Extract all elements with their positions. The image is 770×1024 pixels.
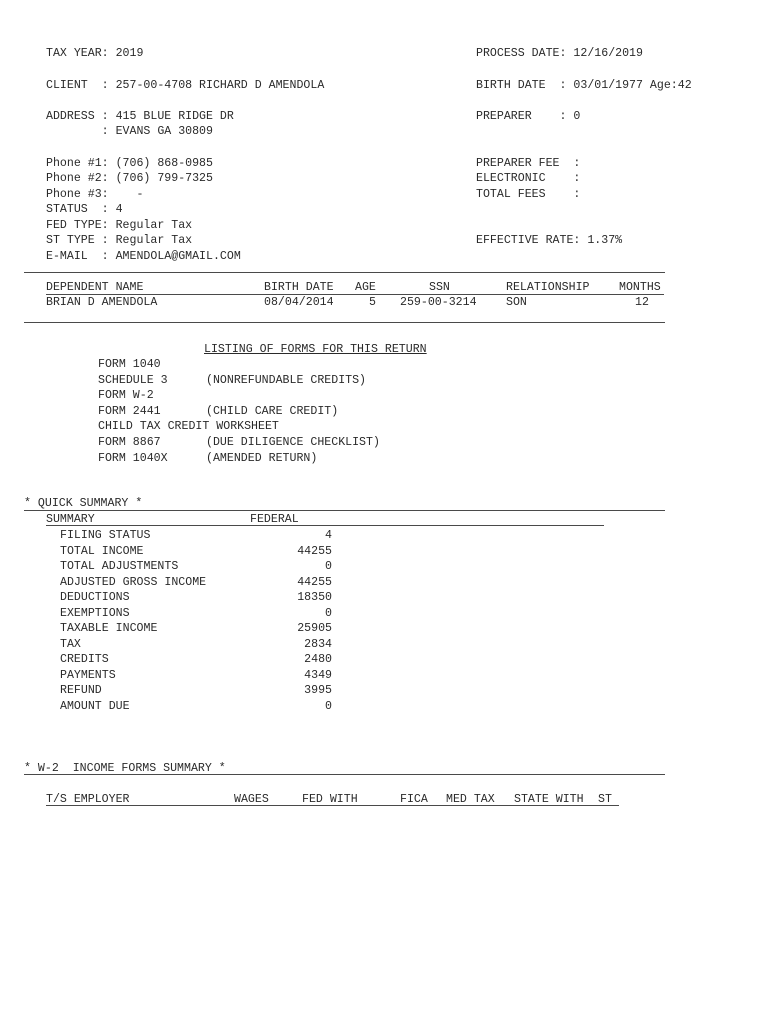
dependent-ssn-header: SSN — [429, 281, 450, 294]
form-description: (CHILD CARE CREDIT) — [206, 405, 339, 418]
status: STATUS : 4 — [46, 203, 123, 216]
form-item: FORM 1040X — [98, 452, 168, 465]
summary-label: TOTAL INCOME — [60, 545, 144, 558]
summary-label: TAX — [60, 638, 81, 651]
w2-fica-header: FICA — [400, 793, 428, 806]
summary-value: 2480 — [304, 653, 332, 666]
phone-1: Phone #1: (706) 868-0985 — [46, 157, 213, 170]
summary-value: 44255 — [297, 576, 332, 589]
form-item: FORM W-2 — [98, 389, 154, 402]
dependent-age: 5 — [369, 296, 376, 309]
fed-type: FED TYPE: Regular Tax — [46, 219, 193, 232]
dependent-birth-date-header: BIRTH DATE — [264, 281, 334, 294]
electronic-fee: ELECTRONIC : — [476, 172, 581, 185]
divider — [24, 510, 665, 511]
summary-value: 0 — [325, 560, 332, 573]
divider — [24, 774, 665, 775]
w2-st-header: ST — [598, 793, 612, 806]
dependent-birth-date: 08/04/2014 — [264, 296, 334, 309]
dependent-age-header: AGE — [355, 281, 376, 294]
quick-summary-title: * QUICK SUMMARY * — [24, 497, 143, 510]
st-type: ST TYPE : Regular Tax — [46, 234, 193, 247]
summary-value: 2834 — [304, 638, 332, 651]
form-item: CHILD TAX CREDIT WORKSHEET — [98, 420, 279, 433]
dependent-months-header: MONTHS — [619, 281, 661, 294]
summary-value: 44255 — [297, 545, 332, 558]
phone-2: Phone #2: (706) 799-7325 — [46, 172, 213, 185]
summary-label: CREDITS — [60, 653, 109, 666]
address-line-2: : EVANS GA 30809 — [46, 125, 213, 138]
process-date: PROCESS DATE: 12/16/2019 — [476, 47, 643, 60]
tax-year: TAX YEAR: 2019 — [46, 47, 144, 60]
divider — [24, 322, 665, 323]
total-fees: TOTAL FEES : — [476, 188, 581, 201]
federal-column-header: FEDERAL — [250, 513, 299, 526]
w2-fed-with-header: FED WITH — [302, 793, 358, 806]
preparer-fee: PREPARER FEE : — [476, 157, 581, 170]
form-description: (AMENDED RETURN) — [206, 452, 318, 465]
phone-3: Phone #3: - — [46, 188, 144, 201]
summary-value: 0 — [325, 607, 332, 620]
summary-column-header: SUMMARY — [46, 513, 95, 526]
summary-value: 4 — [325, 529, 332, 542]
address-line-1: ADDRESS : 415 BLUE RIDGE DR — [46, 110, 234, 123]
dependent-name: BRIAN D AMENDOLA — [46, 296, 158, 309]
summary-header-rule — [46, 525, 604, 526]
dependent-relationship: SON — [506, 296, 527, 309]
preparer: PREPARER : 0 — [476, 110, 581, 123]
w2-wages-header: WAGES — [234, 793, 269, 806]
summary-value: 18350 — [297, 591, 332, 604]
form-item: SCHEDULE 3 — [98, 374, 168, 387]
form-description: (DUE DILIGENCE CHECKLIST) — [206, 436, 380, 449]
w2-med-tax-header: MED TAX — [446, 793, 495, 806]
dependent-ssn: 259-00-3214 — [400, 296, 477, 309]
dependent-months: 12 — [635, 296, 649, 309]
summary-label: REFUND — [60, 684, 102, 697]
email: E-MAIL : AMENDOLA@GMAIL.COM — [46, 250, 241, 263]
w2-ts-employer-header: T/S EMPLOYER — [46, 793, 130, 806]
form-item: FORM 2441 — [98, 405, 161, 418]
dependent-name-header: DEPENDENT NAME — [46, 281, 144, 294]
summary-value: 4349 — [304, 669, 332, 682]
dependents-header-rule — [46, 294, 664, 295]
form-item: FORM 1040 — [98, 358, 161, 371]
form-item: FORM 8867 — [98, 436, 161, 449]
summary-value: 25905 — [297, 622, 332, 635]
divider — [24, 272, 665, 273]
summary-label: AMOUNT DUE — [60, 700, 130, 713]
form-description: (NONREFUNDABLE CREDITS) — [206, 374, 367, 387]
summary-label: FILING STATUS — [60, 529, 151, 542]
client-birth-date: BIRTH DATE : 03/01/1977 Age:42 — [476, 79, 692, 92]
forms-listing-title: LISTING OF FORMS FOR THIS RETURN — [204, 343, 427, 356]
summary-label: TAXABLE INCOME — [60, 622, 158, 635]
summary-label: PAYMENTS — [60, 669, 116, 682]
w2-header-rule — [46, 805, 619, 806]
dependent-relationship-header: RELATIONSHIP — [506, 281, 590, 294]
summary-label: DEDUCTIONS — [60, 591, 130, 604]
summary-value: 3995 — [304, 684, 332, 697]
summary-label: ADJUSTED GROSS INCOME — [60, 576, 207, 589]
summary-value: 0 — [325, 700, 332, 713]
effective-rate: EFFECTIVE RATE: 1.37% — [476, 234, 623, 247]
client-info: CLIENT : 257-00-4708 RICHARD D AMENDOLA — [46, 79, 325, 92]
w2-summary-title: * W-2 INCOME FORMS SUMMARY * — [24, 762, 226, 775]
summary-label: EXEMPTIONS — [60, 607, 130, 620]
w2-state-with-header: STATE WITH — [514, 793, 584, 806]
summary-label: TOTAL ADJUSTMENTS — [60, 560, 179, 573]
